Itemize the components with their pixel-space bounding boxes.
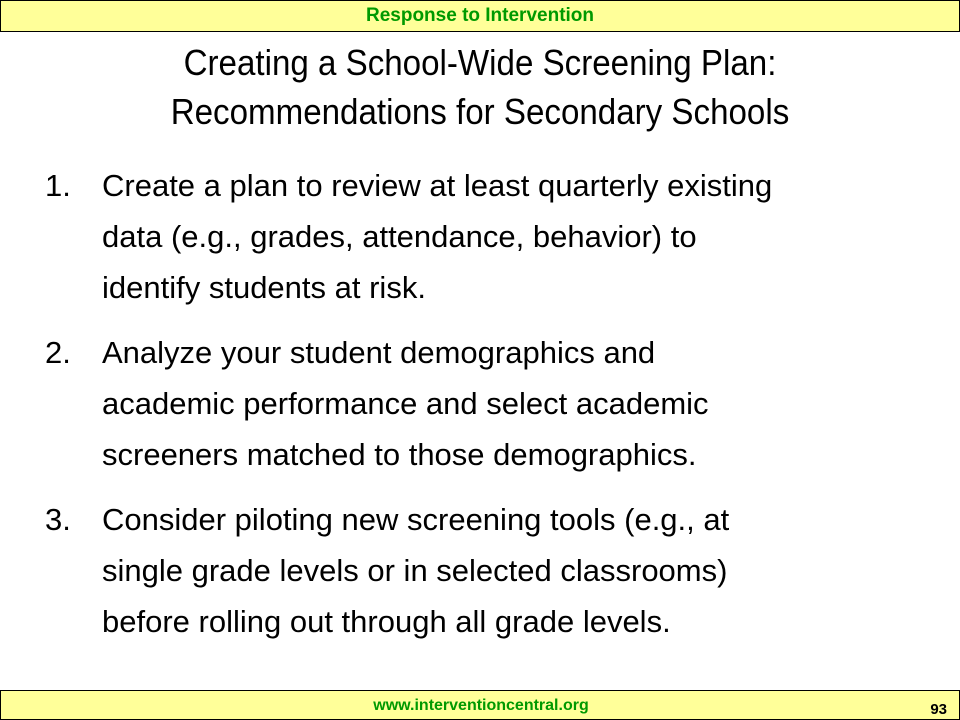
list-item-line: identify students at risk. xyxy=(102,270,426,305)
list-item xyxy=(45,160,925,313)
list-item-line: Consider piloting new screening tools (e.g., at xyxy=(102,502,730,537)
list-item-number: 1. xyxy=(45,168,71,203)
header-title: Response to Intervention xyxy=(365,5,595,26)
slide-title xyxy=(38,38,921,136)
list-item-line: Analyze your student demographics and xyxy=(102,335,656,370)
list-item-text xyxy=(102,494,925,647)
list-item-text xyxy=(102,327,925,480)
slide-title-line-1: Creating a School-Wide Screening Plan: xyxy=(183,42,777,83)
list-item-line: data (e.g., grades, attendance, behavior) to xyxy=(102,219,697,254)
list-item-number: 2. xyxy=(45,335,71,370)
list-item xyxy=(45,494,925,647)
list-item-line: academic performance and select academic xyxy=(102,386,709,421)
list-item-line: single grade levels or in selected classrooms) xyxy=(102,553,728,588)
footer-url: www.interventioncentral.org xyxy=(373,697,589,714)
header-bar xyxy=(0,0,960,32)
page-number: 93 xyxy=(930,701,947,718)
footer-bar xyxy=(0,690,960,720)
list-item-line: before rolling out through all grade levels. xyxy=(102,604,671,639)
list-item xyxy=(45,327,925,480)
list-item-text xyxy=(102,160,925,313)
list-item-number: 3. xyxy=(45,502,71,537)
slide-title-line-2: Recommendations for Secondary Schools xyxy=(170,91,790,132)
list-item-line: Create a plan to review at least quarterly existing xyxy=(102,168,773,203)
list-item-line: screeners matched to those demographics. xyxy=(102,437,697,472)
recommendation-list xyxy=(45,160,925,661)
